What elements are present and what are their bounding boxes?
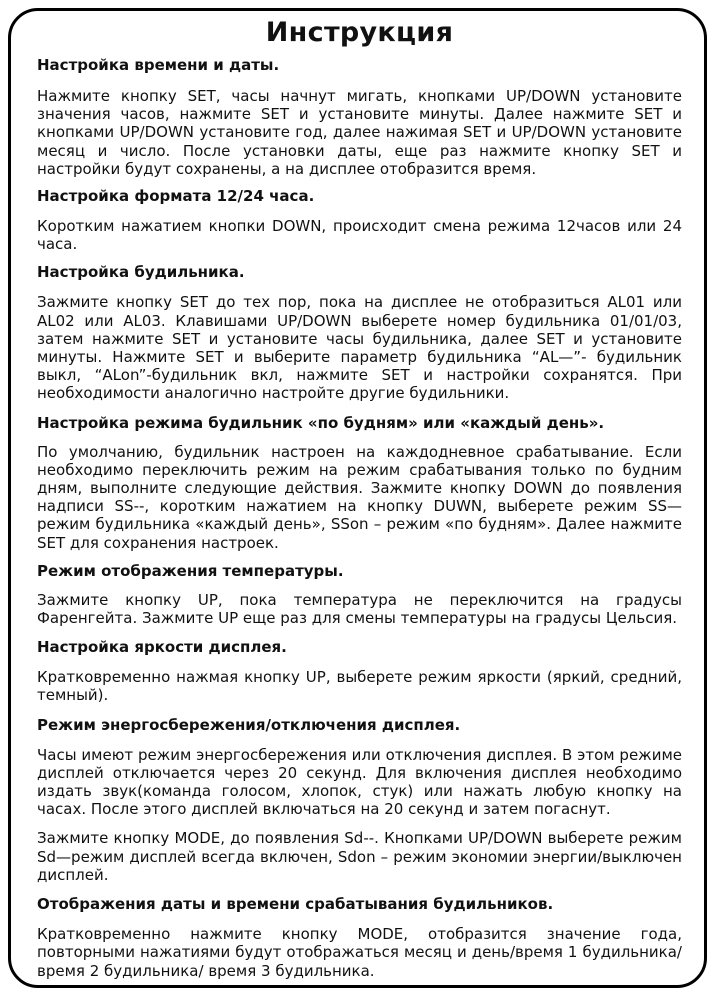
section-paragraph: Зажмите кнопку MODE, до появления Sd--. Кнопками UP/DOWN выберете режим Sd—режим дисплей всегда включен, Sdon – режим экономии энергии/выключен дисплей.: [37, 829, 682, 884]
instruction-frame: [8, 8, 707, 988]
section-temperature: [37, 562, 682, 627]
section-heading: Настройка формата 12/24 часа.: [37, 187, 315, 206]
section-date-alarm-display: [37, 895, 682, 980]
section-paragraph: Часы имеют режим энергосбережения или отключения дисплея. В этом режиме дисплей отключается через 20 секунд. Для включения дисплея необходимо издать звук(команда голосом, хлопок, стук) или нажать любую кнопку на часах. После этого дисплей включаться на 20 секунд и затем погаснут.: [37, 745, 682, 819]
section-paragraph: По умолчанию, будильник настроен на каждодневное срабатывание. Если необходимо переключить режим на режим срабатывания только по будним дням, выполните следующие действия. Зажмите кнопку DOWN до появления надписи SS--, коротким нажатием на кнопку DUWN, выберете режим SS— режим будильника «каждый день», SSon – режим «по будням». Далее нажмите SET для сохранения настроек.: [37, 442, 682, 552]
section-alarm-mode: [37, 414, 682, 552]
section-paragraph: Кратковременно нажмите кнопку MODE, отобразится значение года, повторными нажатиями будут отображаться месяц и день/время 1 будильника/ время 2 будильника/ время 3 будильника.: [37, 925, 682, 980]
section-heading: Настройка будильника.: [37, 263, 245, 282]
section-alarm-setup: [37, 263, 682, 402]
page-title: Инструкция: [265, 17, 454, 48]
section-paragraph: Нажмите кнопку SET, часы начнут мигать, кнопками UP/DOWN установите значения часов, нажмите SET и установите минуты. Далее нажмите SET и кнопками UP/DOWN установите год, далее нажимая SET и UP/DOWN установите месяц и число. После установки даты, еще раз нажмите кнопку SET и настройки будут сохранены, а на дисплее отобразится время.: [37, 87, 682, 178]
section-heading: Режим энергосбережения/отключения дисплея.: [37, 715, 461, 734]
section-heading: Настройка режима будильник «по будням» или «каждый день».: [37, 413, 605, 432]
section-heading: Настройка яркости дисплея.: [37, 638, 287, 657]
section-paragraph: Кратковременно нажмая кнопку UP, выберете режим яркости (яркий, средний, темный).: [37, 668, 682, 705]
section-heading: Настройка времени и даты.: [37, 56, 280, 74]
section-brightness: [37, 638, 682, 704]
section-format-12-24: [37, 187, 682, 253]
section-paragraph: Зажмите кнопку SET до тех пор, пока на дисплее не отобразиться AL01 или AL02 или AL03. Клавишами UP/DOWN выберете номер будильника 01/01/03, затем нажмите SET и установите часы будильника, далее SET и установите минуты. Нажмите SET и выберите параметр будильника “AL—”- будильник выкл, “ALon”-будильник вкл, нажмите SET и настройки сохранятся. При необходимости аналогично настройте другие будильники.: [37, 293, 682, 403]
section-paragraph: Зажмите кнопку UP, пока температура не переключится на градусы Фаренгейта. Зажмите UP еще раз для смены температуры на градусы Цельсия.: [37, 590, 682, 628]
section-power-saving: [37, 716, 682, 884]
section-heading: Режим отображения температуры.: [37, 561, 344, 580]
section-paragraph: Коротким нажатием кнопки DOWN, происходит смена режима 12часов или 24 часа.: [37, 217, 682, 254]
section-time-date: [37, 56, 682, 178]
section-heading: Отображения даты и времени срабатывания будильников.: [37, 895, 554, 914]
